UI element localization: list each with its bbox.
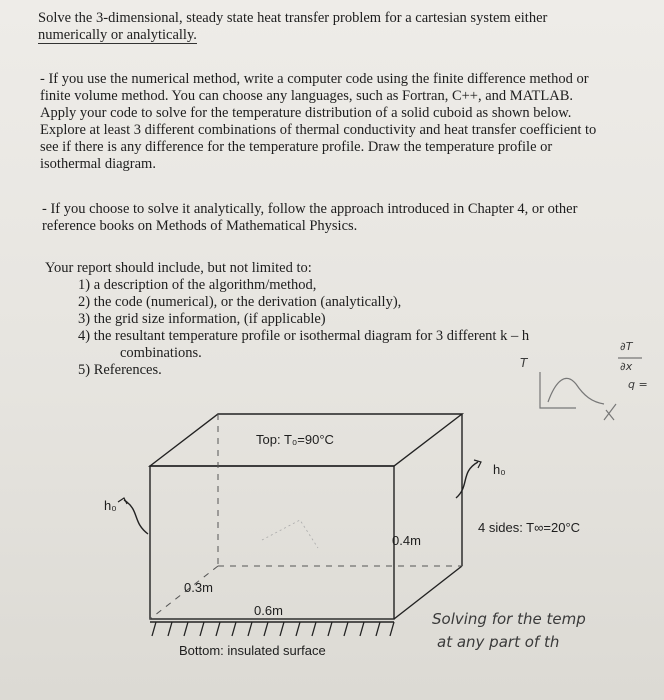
handwritten-T: T xyxy=(520,356,528,370)
handwritten-dT: ∂T xyxy=(620,340,633,353)
cuboid-front-face xyxy=(150,466,394,619)
bottom-insulated-label: Bottom: insulated surface xyxy=(179,643,326,658)
height-dimension-label: 0.3m xyxy=(184,580,213,595)
handwritten-q: q = xyxy=(628,378,648,391)
handwritten-dx: ∂x xyxy=(620,360,633,373)
h0-left-label: h₀ xyxy=(104,498,117,513)
convection-arrow-left xyxy=(124,500,148,534)
numerical-line: see if there is any difference for the temperature profile. Draw the temperature profile or xyxy=(40,139,553,155)
handwritten-note-line2: at any part of th xyxy=(437,633,560,651)
report-item: 1) a description of the algorithm/method, xyxy=(78,277,317,293)
report-item-continued: combinations. xyxy=(120,345,202,361)
pencil-mark xyxy=(262,520,318,548)
numerical-line: isothermal diagram. xyxy=(40,156,156,172)
numerical-line: Apply your code to solve for the temperature distribution of a solid cuboid as shown below. xyxy=(40,105,572,121)
sides-ambient-label: 4 sides: T∞=20°C xyxy=(478,520,581,535)
handwritten-note-line1: Solving for the temp xyxy=(432,610,586,628)
report-item: 2) the code (numerical), or the derivation (analytically), xyxy=(78,294,402,310)
report-item: 3) the grid size information, (if applicable) xyxy=(78,311,326,327)
problem-title-line2-text: numerically or analytically. xyxy=(38,27,197,43)
numerical-line: Explore at least 3 different combinations of thermal conductivity and heat transfer coefficient to xyxy=(40,122,597,138)
top-temperature-label: Top: T₀=90°C xyxy=(256,432,334,447)
depth-dimension-label: 0.4m xyxy=(392,533,421,548)
width-dimension-label: 0.6m xyxy=(254,603,283,618)
convection-arrow-right xyxy=(456,462,478,498)
numerical-line: finite volume method. You can choose any languages, such as Fortran, C++, and MATLAB. xyxy=(40,88,574,104)
analytical-line: - If you choose to solve it analytically, follow the approach introduced in Chapter 4, or other xyxy=(42,201,578,217)
report-item: 4) the resultant temperature profile or isothermal diagram for 3 different k – h xyxy=(78,328,530,344)
report-intro: Your report should include, but not limited to: xyxy=(45,260,312,276)
numerical-line: - If you use the numerical method, write a computer code using the finite difference method or xyxy=(40,71,589,87)
analytical-line: reference books on Methods of Mathematical Physics. xyxy=(42,218,358,234)
problem-title-line1: Solve the 3-dimensional, steady state heat transfer problem for a cartesian system either xyxy=(38,10,548,26)
report-item: 5) References. xyxy=(78,362,162,378)
h0-right-label: h₀ xyxy=(493,462,506,477)
insulation-hatching xyxy=(152,622,394,636)
